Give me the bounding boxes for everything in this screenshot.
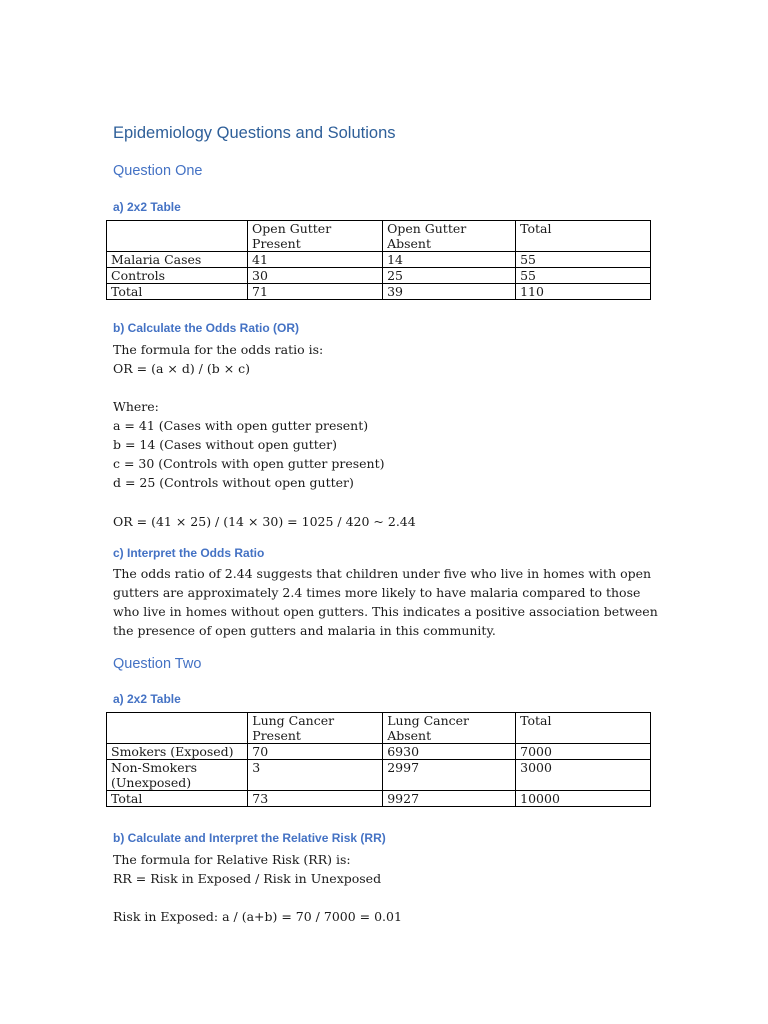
table-row [107,791,651,807]
table-cell: 70 [248,744,383,760]
table-cell: 73 [248,791,383,807]
table-cell: Lung Cancer Absent [383,713,516,744]
table-cell: 39 [383,284,516,300]
table-header-row [107,221,651,252]
table-row [107,268,651,284]
table-cell: Malaria Cases [107,252,248,268]
table-cell: Open Gutter Absent [383,221,516,252]
table-header-row [107,713,651,744]
table-cell: Non-Smokers (Unexposed) [107,760,248,791]
table-cell: Controls [107,268,248,284]
question-two-heading: Question Two [113,656,202,672]
table-cell: 71 [248,284,383,300]
formula-line: OR = (a × d) / (b × c) [113,361,251,376]
table-cell: 41 [248,252,383,268]
text-line: c = 30 (Controls with open gutter present) [113,456,385,471]
table-cell [107,221,248,252]
table-row [107,252,651,268]
table-cell: 10000 [516,791,651,807]
table-cell: 55 [516,268,651,284]
text-line: a = 41 (Cases with open gutter present) [113,418,369,433]
formula-line: OR = (41 × 25) / (14 × 30) = 1025 / 420 ~ 2.44 [113,514,416,529]
table-cell: 9927 [383,791,516,807]
table-cell: 6930 [383,744,516,760]
text-line: d = 25 (Controls without open gutter) [113,475,354,490]
document-title: Epidemiology Questions and Solutions [113,124,396,142]
formula-line: Risk in Exposed: a / (a+b) = 70 / 7000 = 0.01 [113,909,402,924]
text-line: Where: [113,399,159,414]
table-row [107,284,651,300]
table-cell: 7000 [516,744,651,760]
q2-relative-risk-heading: b) Calculate and Interpret the Relative Risk (RR) [113,831,386,845]
table-cell: 25 [383,268,516,284]
table-cell: Smokers (Exposed) [107,744,248,760]
text-line: The formula for Relative Risk (RR) is: [113,852,351,867]
q1-odds-ratio-heading: b) Calculate the Odds Ratio (OR) [113,321,300,335]
table-cell: Total [516,221,651,252]
table-cell: 14 [383,252,516,268]
text-line: b = 14 (Cases without open gutter) [113,437,338,452]
q1-interpret-heading: c) Interpret the Odds Ratio [113,546,265,560]
table-cell: 2997 [383,760,516,791]
formula-line: RR = Risk in Exposed / Risk in Unexposed [113,871,382,886]
table-cell: 30 [248,268,383,284]
interpretation-paragraph: The odds ratio of 2.44 suggests that children under five who live in homes with open gutters are approximately 2.4 times more likely to have malaria compared to those who live in homes without open gutters. This indicates a positive association between the presence of open gutters and malaria in this community. [113,566,658,638]
table-cell: 3 [248,760,383,791]
table-row [107,744,651,760]
text-line: The formula for the odds ratio is: [113,342,324,357]
table-cell: Total [516,713,651,744]
q2-table-heading: a) 2x2 Table [113,692,181,706]
table-cell: Total [107,284,248,300]
table-cell: 110 [516,284,651,300]
q1-2x2-table [106,220,651,300]
table-cell: Open Gutter Present [248,221,383,252]
question-one-heading: Question One [113,163,203,179]
table-row [107,760,651,791]
table-cell [107,713,248,744]
table-cell: 3000 [516,760,651,791]
table-cell: Total [107,791,248,807]
q2-2x2-table [106,712,651,807]
table-cell: Lung Cancer Present [248,713,383,744]
q1-table-heading: a) 2x2 Table [113,200,181,214]
table-cell: 55 [516,252,651,268]
